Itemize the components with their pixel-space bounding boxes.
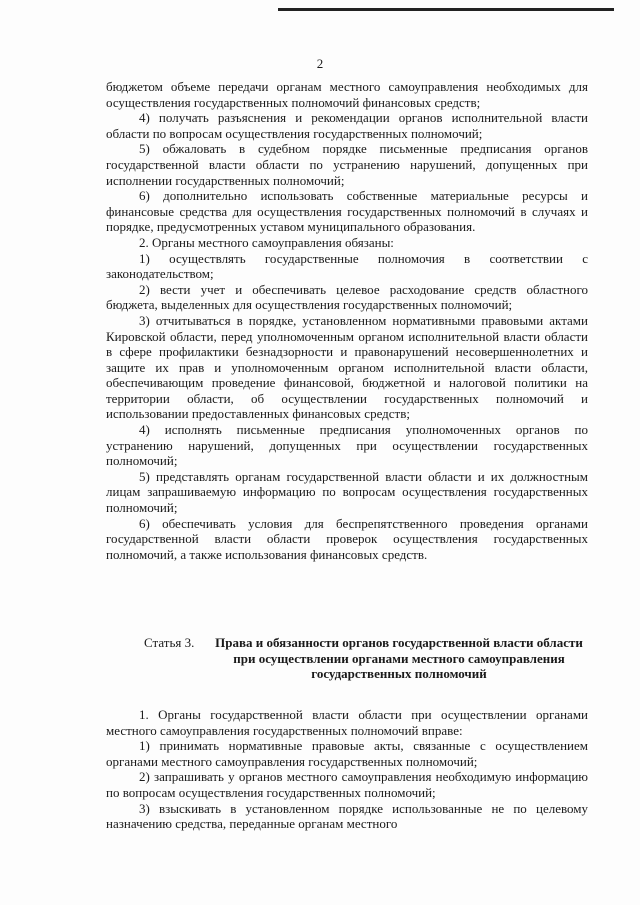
paragraph: 5) представлять органам государственной власти области и их должностным лицам запрашиваемую информацию по вопросам осуществления государственных полномочий; <box>106 468 588 516</box>
paragraph: 3) отчитываться в порядке, установленном нормативными правовыми актами Кировской области, перед уполномоченным органом исполнительной власти области в сфере профилактики безнадзорности и правонарушений несовершеннолетних и защите их прав и уполномоченным органом исполнительной власти области, обеспечивающим проведение финансовой, бюджетной и налоговой политики на территории области, об осуществлении государственных полномочий и использовании предоставленных финансовых средств; <box>106 312 588 422</box>
article-label: Статья 3. <box>144 635 195 650</box>
header-rule <box>278 8 614 11</box>
paragraph: 1) осуществлять государственные полномочия в соответствии с законодательством; <box>106 250 588 282</box>
paragraph: 2) вести учет и обеспечивать целевое расходование средств областного бюджета, выделенных для осуществления государственных полномочий; <box>106 281 588 313</box>
paragraph: 1. Органы государственной власти области при осуществлении органами местного самоуправления государственных полномочий вправе: <box>106 707 588 738</box>
paragraph: 1) принимать нормативные правовые акты, связанные с осуществлением органами местного самоуправления государственных полномочий; <box>106 738 588 769</box>
paragraph: 5) обжаловать в судебном порядке письменные предписания органов государственной власти области по устранению нарушений, допущенных при исполнении государственных полномочий; <box>106 141 588 188</box>
body-text-bottom <box>106 707 588 832</box>
paragraph: 2. Органы местного самоуправления обязаны: <box>139 234 394 250</box>
paragraph: 6) дополнительно использовать собственные материальные ресурсы и финансовые средства для осуществления государственных полномочий в случаях и порядке, предусмотренных уставом муниципального образования. <box>106 188 588 235</box>
paragraph: 6) обеспечивать условия для беспрепятственного проведения органами государственной власти области проверок осуществления государственных полномочий, а также использования финансовых средств. <box>106 515 588 562</box>
paragraph: 3) взыскивать в установленном порядке использованные не по целевому назначению средства, переданные органам местного <box>106 800 588 832</box>
paragraph: 4) получать разъяснения и рекомендации органов исполнительной власти области по вопросам осуществления государственных полномочий; <box>106 110 588 141</box>
article-heading <box>106 635 588 682</box>
body-text-top <box>106 79 588 562</box>
page-number: 2 <box>316 56 324 71</box>
article-title: Права и обязанности органов государственной власти области при осуществлении органами местного самоуправления государственных полномочий <box>215 635 583 682</box>
paragraph: 4) исполнять письменные предписания уполномоченных органов по устранению нарушений, допущенных при осуществлении государственных полномочий; <box>106 422 588 469</box>
paragraph: бюджетом объеме передачи органам местного самоуправления необходимых для осуществления государственных полномочий финансовых средств; <box>106 79 588 110</box>
paragraph: 2) запрашивать у органов местного самоуправления необходимую информацию по вопросам осуществления государственных полномочий; <box>106 769 588 800</box>
